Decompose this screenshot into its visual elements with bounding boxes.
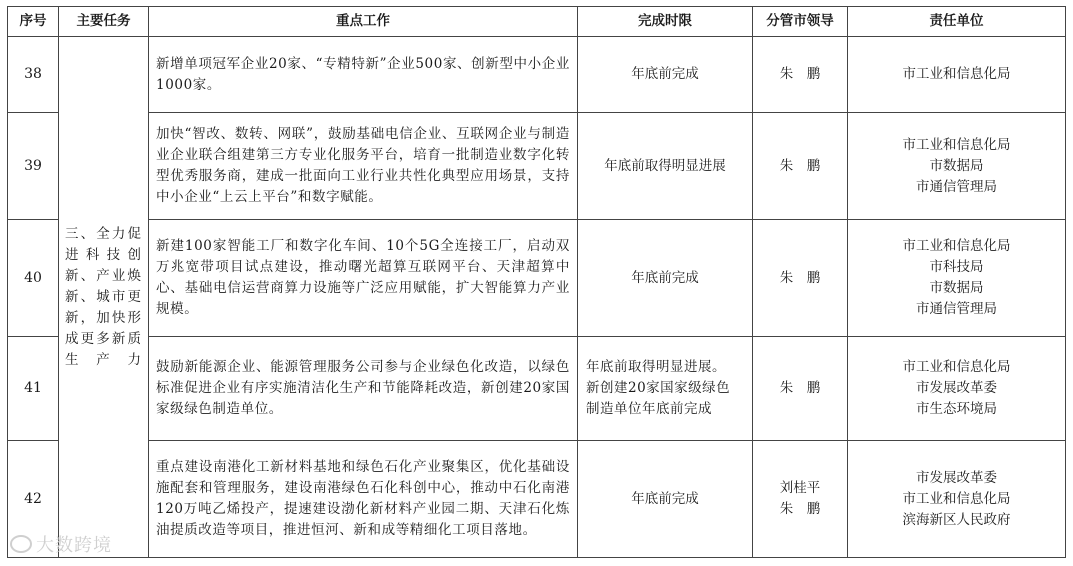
leader-name: 朱 鹏 bbox=[779, 157, 821, 174]
cell-work: 新增单项冠军企业20家、“专精特新”企业500家、创新型中小企业1000家。 bbox=[149, 37, 578, 113]
header-task: 主要任务 bbox=[59, 7, 149, 37]
unit-name: 滨海新区人民政府 bbox=[902, 511, 1011, 528]
table-row bbox=[8, 113, 1066, 220]
deadline-line: 年底前取得明显进展。 bbox=[586, 359, 726, 375]
unit-name: 市工业和信息化局 bbox=[902, 66, 1011, 82]
deadline-line: 年底前完成 bbox=[631, 490, 699, 507]
cell-leader bbox=[753, 37, 848, 113]
leader-name: 朱 鹏 bbox=[779, 269, 821, 286]
header-seq: 序号 bbox=[8, 7, 59, 37]
unit-name: 市工业和信息化局 bbox=[902, 490, 1011, 507]
cell-seq: 41 bbox=[8, 337, 59, 441]
cell-deadline bbox=[578, 220, 753, 337]
header-deadline: 完成时限 bbox=[578, 7, 753, 37]
cell-leader bbox=[753, 220, 848, 337]
leader-name: 刘桂平 bbox=[779, 480, 821, 496]
cell-main-task: 三、全力促进科技创新、产业焕新、城市更新，加快形成更多新质生产力 bbox=[59, 37, 149, 558]
table-row bbox=[8, 337, 1066, 441]
cell-unit bbox=[848, 220, 1066, 337]
unit-name: 市工业和信息化局 bbox=[902, 136, 1011, 153]
deadline-line: 新创建20家国家级绿色 bbox=[586, 380, 731, 396]
unit-name: 市数据局 bbox=[929, 157, 984, 174]
unit-name: 市生态环境局 bbox=[916, 401, 997, 417]
cell-unit bbox=[848, 441, 1066, 558]
deadline-line: 年底前完成 bbox=[631, 269, 699, 286]
cell-unit bbox=[848, 337, 1066, 441]
leader-name: 朱 鹏 bbox=[779, 501, 821, 517]
cell-unit bbox=[848, 37, 1066, 113]
cell-deadline bbox=[578, 441, 753, 558]
cell-seq: 40 bbox=[8, 220, 59, 337]
header-work: 重点工作 bbox=[149, 7, 578, 37]
watermark bbox=[10, 531, 112, 557]
unit-name: 市发展改革委 bbox=[916, 469, 997, 486]
unit-name: 市数据局 bbox=[929, 280, 984, 296]
leader-name: 朱 鹏 bbox=[779, 66, 821, 82]
cell-seq: 39 bbox=[8, 113, 59, 220]
cell-work: 加快“智改、数转、网联”，鼓励基础电信企业、互联网企业与制造业企业联合组建第三方专业化服务平台，培育一批制造业数字化转型优秀服务商，建成一批面向工业行业共性化典型应用场景，支持中小企业“上云上平台”和数字赋能。 bbox=[149, 113, 578, 220]
leader-name: 朱 鹏 bbox=[779, 380, 821, 396]
unit-name: 市通信管理局 bbox=[916, 178, 997, 195]
cell-leader bbox=[753, 113, 848, 220]
unit-name: 市通信管理局 bbox=[916, 301, 997, 317]
cell-seq: 42 bbox=[8, 441, 59, 558]
cell-leader bbox=[753, 337, 848, 441]
cell-leader bbox=[753, 441, 848, 558]
unit-name: 市工业和信息化局 bbox=[902, 359, 1011, 375]
watermark-text: 大数跨境 bbox=[36, 535, 112, 556]
header-row bbox=[8, 7, 1066, 37]
cell-work: 重点建设南港化工新材料基地和绿色石化产业聚集区，优化基础设施配套和管理服务，建设南港绿色石化科创中心，推动中石化南港120万吨乙烯投产，提速建设渤化新材料产业园二期、天津石化炼油提质改造等项目，推进恒河、新和成等精细化工项目落地。 bbox=[149, 441, 578, 558]
task-table bbox=[7, 6, 1066, 558]
cell-work: 新建100家智能工厂和数字化车间、10个5G全连接工厂，启动双万兆宽带项目试点建设，推动曙光超算互联网平台、天津超算中心、基础电信运营商算力设施等广泛应用赋能，扩大智能算力产业规模。 bbox=[149, 220, 578, 337]
header-leader: 分管市领导 bbox=[753, 7, 848, 37]
header-unit: 责任单位 bbox=[848, 7, 1066, 37]
unit-name: 市发展改革委 bbox=[916, 380, 997, 396]
table-row bbox=[8, 441, 1066, 558]
deadline-line: 制造单位年底前完成 bbox=[586, 401, 712, 417]
cell-deadline bbox=[578, 337, 753, 441]
watermark-logo-icon bbox=[10, 535, 32, 553]
deadline-line: 年底前完成 bbox=[631, 66, 699, 82]
cell-deadline bbox=[578, 37, 753, 113]
unit-name: 市工业和信息化局 bbox=[902, 238, 1011, 254]
deadline-line: 年底前取得明显进展 bbox=[604, 157, 726, 174]
cell-work: 鼓励新能源企业、能源管理服务公司参与企业绿色化改造，以绿色标准促进企业有序实施清洁化生产和节能降耗改造，新创建20家国家级绿色制造单位。 bbox=[149, 337, 578, 441]
cell-deadline bbox=[578, 113, 753, 220]
cell-unit bbox=[848, 113, 1066, 220]
table-row bbox=[8, 37, 1066, 113]
unit-name: 市科技局 bbox=[929, 259, 984, 275]
cell-seq: 38 bbox=[8, 37, 59, 113]
table-row bbox=[8, 220, 1066, 337]
